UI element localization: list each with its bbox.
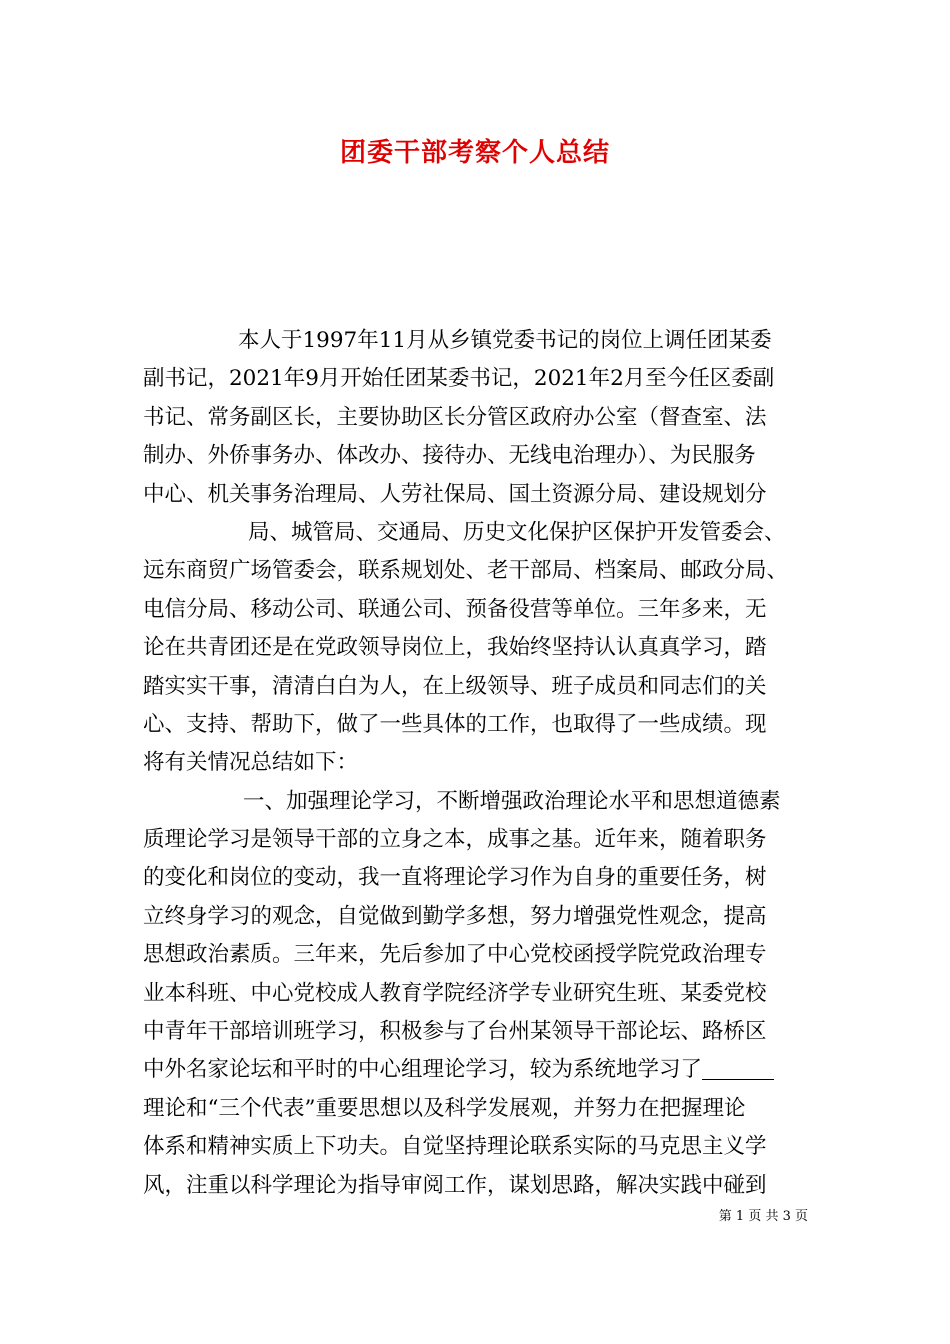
text-line-content: 立终身学习的观念，自觉做到勤学多想，努力增强党性观念，提高 bbox=[143, 903, 767, 929]
text-line bbox=[143, 1090, 823, 1128]
text-line bbox=[143, 783, 823, 821]
text-line-content: 局、城管局、交通局、历史文化保护区保护开发管委会、 bbox=[248, 519, 786, 545]
page-number: 第 1 页 共 3 页 bbox=[718, 1209, 808, 1224]
text-line-content: 将有关情况总结如下： bbox=[143, 750, 359, 776]
text-line-content: 思想政治素质。三年来，先后参加了中心党校函授学院党政治理专 bbox=[143, 942, 767, 968]
text-line bbox=[143, 514, 823, 552]
text-line bbox=[143, 744, 823, 782]
text-line bbox=[143, 629, 823, 667]
text-line-content: 本人于1997年11月从乡镇党委书记的岗位上调任团某委 bbox=[238, 328, 772, 353]
text-line bbox=[143, 821, 823, 859]
text-line bbox=[143, 1167, 823, 1205]
text-line bbox=[143, 476, 823, 514]
text-line bbox=[143, 668, 823, 706]
text-line bbox=[143, 706, 823, 744]
text-line-content: 电信分局、移动公司、联通公司、预备役营等单位。三年多来，无 bbox=[143, 596, 767, 622]
text-line bbox=[143, 1051, 823, 1089]
document-body bbox=[143, 322, 823, 1205]
text-line bbox=[143, 936, 823, 974]
text-line-content: 风，注重以科学理论为指导审阅工作，谋划思路，解决实践中碰到 bbox=[143, 1172, 767, 1198]
text-line-content: 一、加强理论学习，不断增强政治理论水平和思想道德素 bbox=[243, 788, 781, 814]
text-line-content: 制办、外侨事务办、体改办、接待办、无线电治理办）、为民服务 bbox=[143, 443, 756, 469]
text-line-content: 体系和精神实质上下功夫。自觉坚持理论联系实际的马克思主义学 bbox=[143, 1134, 767, 1160]
text-line bbox=[143, 399, 823, 437]
text-line-content: 副书记，2021年9月开始任团某委书记，2021年2月至今任区委副 bbox=[143, 366, 775, 392]
text-line-content: 书记、常务副区长，主要协助区长分管区政府办公室（督查室、法 bbox=[143, 404, 767, 430]
text-line bbox=[143, 591, 823, 629]
text-line-content: 远东商贸广场管委会，联系规划处、老干部局、档案局、邮政分局、 bbox=[143, 558, 789, 584]
text-line-content: 业本科班、中心党校成人教育学院经济学专业研究生班、某委党校 bbox=[143, 980, 767, 1006]
text-line bbox=[143, 437, 823, 475]
text-line bbox=[143, 322, 823, 360]
text-line bbox=[143, 552, 823, 590]
text-line-content: 心、支持、帮助下，做了一些具体的工作，也取得了一些成绩。现 bbox=[143, 711, 767, 737]
text-line bbox=[143, 898, 823, 936]
document-title: 团委干部考察个人总结 bbox=[339, 138, 610, 168]
text-line-content: 踏实实干事，清清白白为人，在上级领导、班子成员和同志们的关 bbox=[143, 673, 767, 699]
text-line-content: 中外名家论坛和平时的中心组理论学习，较为系统地学习了 bbox=[143, 1057, 703, 1083]
text-line-content: 中心、机关事务治理局、人劳社保局、国土资源分局、建设规划分 bbox=[143, 481, 767, 507]
text-line-content: 的变化和岗位的变动，我一直将理论学习作为自身的重要任务，树 bbox=[143, 865, 767, 891]
text-line-content: 论在共青团还是在党政领导岗位上，我始终坚持认认真真学习，踏 bbox=[143, 635, 767, 661]
text-line bbox=[143, 975, 823, 1013]
text-line bbox=[143, 1128, 823, 1166]
fill-in-blank bbox=[702, 1057, 774, 1080]
text-line-content: 中青年干部培训班学习，积极参与了台州某领导干部论坛、路桥区 bbox=[143, 1019, 767, 1045]
text-line-content: 理论和“三个代表”重要思想以及科学发展观，并努力在把握理论 bbox=[143, 1095, 746, 1121]
text-line-content: 质理论学习是领导干部的立身之本，成事之基。近年来，随着职务 bbox=[143, 827, 767, 853]
text-line bbox=[143, 1013, 823, 1051]
text-line bbox=[143, 360, 823, 398]
text-line bbox=[143, 859, 823, 897]
